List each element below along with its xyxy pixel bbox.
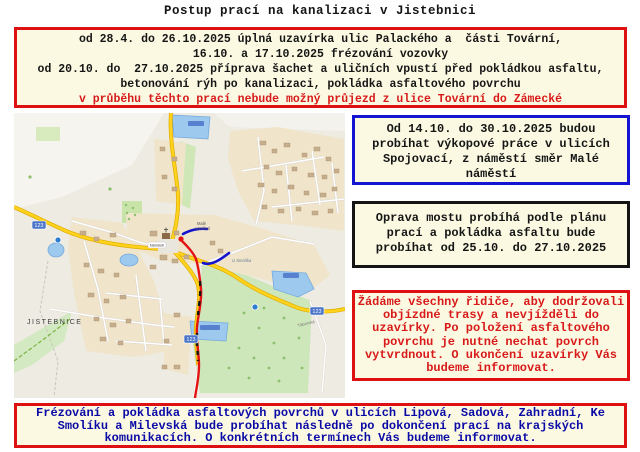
notice-top-warning-line: v průběhu těchto prací nebude možný průjezd z ulice Tovární do Zámecké: [78, 93, 563, 106]
town-name-label: JISTEBNICE: [27, 319, 83, 326]
street-name-label: Táborská: [297, 318, 316, 328]
notice-red-line: vytvrdnout. O ukončení uzavírky Vás: [364, 347, 618, 362]
notice-top-line: od 28.4. do 26.10.2025 úplná uzavírka ulic Palackého a části Tovární,: [78, 33, 563, 46]
notice-black-box: [352, 201, 630, 268]
locality-label: U Smolíka: [232, 258, 252, 263]
notice-blue-line: Spojovací, z náměstí směr Malé: [382, 152, 600, 166]
notice-red-line: objízdné trasy a nevjížděli do: [382, 308, 600, 323]
map-closure-start-marker: [178, 236, 183, 241]
small-square-label: Malé: [197, 221, 207, 226]
square-name-label: Náměstí: [149, 243, 165, 248]
notice-black-line: probíhat od 25.10. do 27.10.2025: [375, 241, 607, 255]
notice-black-line: prací a pokládka asfaltu bude: [386, 226, 596, 240]
notice-bottom-line: Smolíku a Milevská bude probíhat následně po dokončení prací na krajských: [57, 418, 584, 433]
bus-stop-icon: [252, 304, 258, 310]
notice-blue-line: probíhat výkopové práce v ulicích: [372, 137, 610, 151]
notice-bottom-line: Frézování a pokládka asfaltových povrchů v ulicích Lipová, Sadová, Zahradní, Ke: [36, 406, 605, 420]
notice-black-line: Oprava mostu probíhá podle plánu: [375, 211, 607, 225]
notice-top-line: od 20.10. do 27.10.2025 příprava šachet a uličních vpustí před pokládkou asfaltu,: [37, 63, 604, 76]
map-church-building: [162, 233, 170, 239]
town-map: [14, 113, 345, 398]
notice-red-line: budeme informovat.: [426, 361, 556, 376]
notice-red-line: povrchu je nutné nechat povrch: [382, 334, 600, 349]
notice-blue-box: [352, 115, 630, 185]
notice-bottom-line: komunikacích. O konkrétních termínech Vás budeme informovat.: [104, 431, 537, 446]
road-shield-number: 123: [186, 337, 196, 344]
notice-top-line: betonování rýh po kanalizaci, pokládka asfaltového povrchu: [120, 78, 521, 91]
notice-blue-line: Od 14.10. do 30.10.2025 budou: [386, 122, 596, 136]
notice-blue-line: náměstí: [465, 167, 517, 181]
notice-top-box: [14, 27, 627, 108]
notice-red-line: Žádáme všechny řidiče, aby dodržovali: [357, 295, 625, 309]
notice-bottom-box: [14, 403, 627, 448]
road-shield-number: 123: [312, 309, 322, 316]
map-image: [14, 113, 345, 398]
road-shield-number: 123: [34, 223, 44, 230]
page-title: Postup prací na kanalizaci v Jistebnici: [163, 4, 477, 18]
notice-red-box: [352, 290, 630, 381]
small-square-label: náměstí: [195, 226, 210, 231]
notice-red-line: uzavírky. Po položení asfaltového: [372, 321, 610, 336]
notice-top-line: 16.10. a 17.10.2025 frézování vozovky: [192, 48, 449, 61]
bus-stop-icon: [55, 237, 61, 243]
